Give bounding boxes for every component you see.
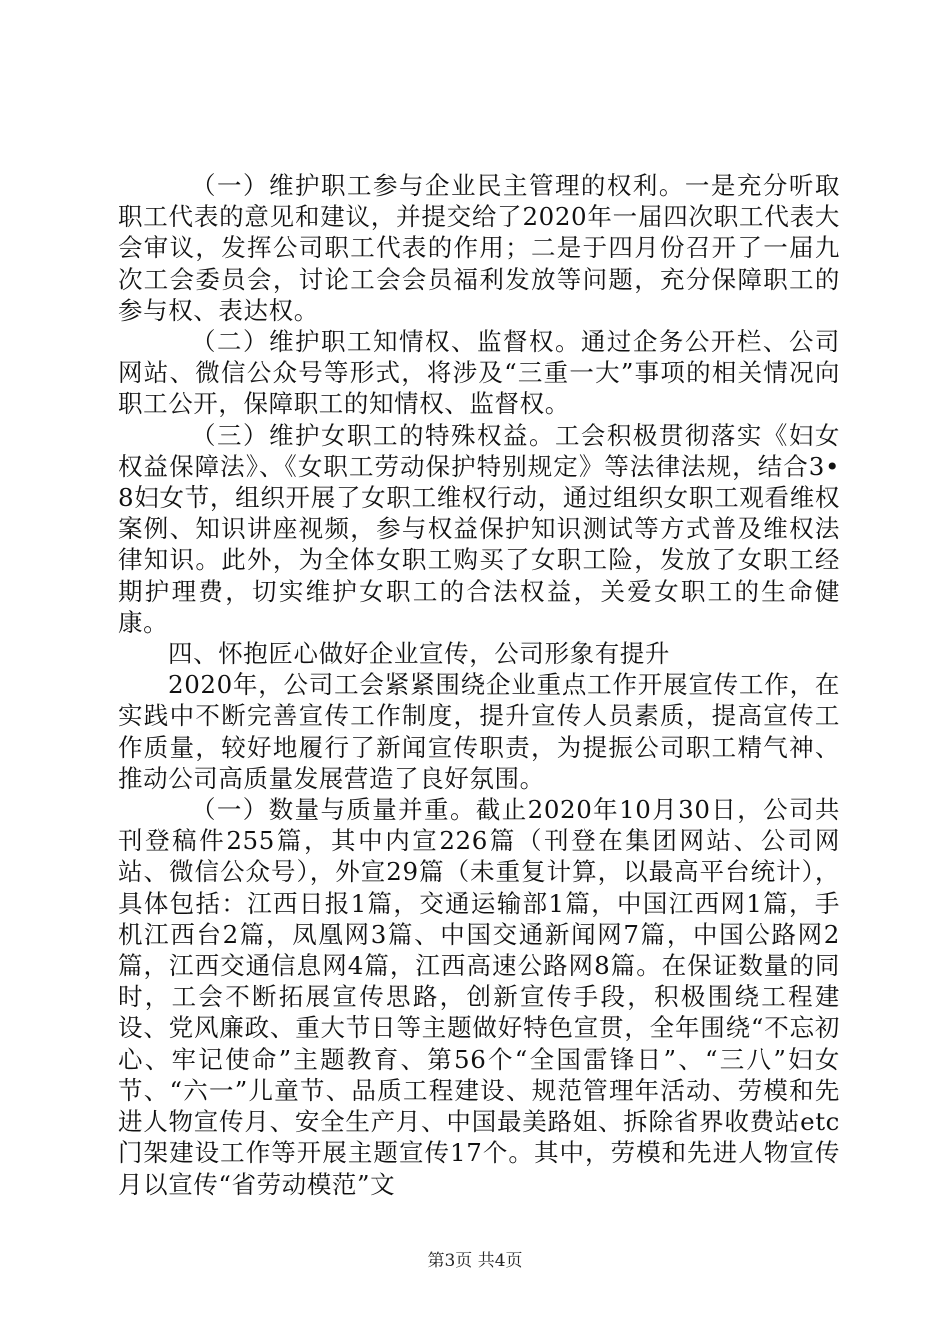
paragraph-democratic-management: （一）维护职工参与企业民主管理的权利。一是充分听取职工代表的意见和建议，并提交给了2020年一届四次职工代表大会审议，发挥公司职工代表的作用；二是于四月份召开了一届九次工会委员会，讨论工会会员福利发放等问题，充分保障职工的参与权、表达权。 bbox=[118, 171, 840, 325]
paragraph-publicity-overview: 2020年，公司工会紧紧围绕企业重点工作开展宣传工作，在实践中不断完善宣传工作制度，提升宣传人员素质，提高宣传工作质量，较好地履行了新闻宣传职责，为提振公司职工精气神、推动公司高质量发展营造了良好氛围。 bbox=[118, 670, 840, 793]
paragraph-female-worker-rights: （三）维护女职工的特殊权益。工会积极贯彻落实《妇女权益保障法》、《女职工劳动保护特别规定》等法律法规，结合3•8妇女节，组织开展了女职工维权行动，通过组织女职工观看维权案例、知识讲座视频，参与权益保护知识测试等方式普及维权法律知识。此外，为全体女职工购买了女职工险，发放了女职工经期护理费，切实维护女职工的合法权益，关爱女职工的生命健康。 bbox=[118, 420, 840, 637]
paragraph-right-to-know: （二）维护职工知情权、监督权。通过企务公开栏、公司网站、微信公众号等形式，将涉及“三重一大”事项的相关情况向职工公开，保障职工的知情权、监督权。 bbox=[118, 327, 840, 419]
page-footer: 第3页 共4页 bbox=[427, 1251, 523, 1271]
paragraph-quantity-quality: （一）数量与质量并重。截止2020年10月30日，公司共刊登稿件255篇，其中内宣226篇（刊登在集团网站、公司网站、微信公众号），外宣29篇（未重复计算，以最高平台统计），具体包括：江西日报1篇，交通运输部1篇，中国江西网1篇，手机江西台2篇，凤凰网3篇、中国交通新闻网7篇，中国公路网2篇，江西交通信息网4篇，江西高速公路网8篇。在保证数量的同时，工会不断拓展宣传思路，创新宣传手段，积极围绕工程建设、党风廉政、重大节日等主题做好特色宣贯，全年围绕“不忘初心、牢记使命”主题教育、第56个“全国雷锋日”、“三八”妇女节、“六一”儿童节、品质工程建设、规范管理年活动、劳模和先进人物宣传月、安全生产月、中国最美路姐、拆除省界收费站etc门架建设工作等开展主题宣传17个。其中，劳模和先进人物宣传月以宣传“省劳动模范”文 bbox=[118, 795, 840, 1199]
section-heading-publicity: 四、怀抱匠心做好企业宣传，公司形象有提升 bbox=[168, 639, 670, 669]
document-body bbox=[118, 170, 840, 1200]
